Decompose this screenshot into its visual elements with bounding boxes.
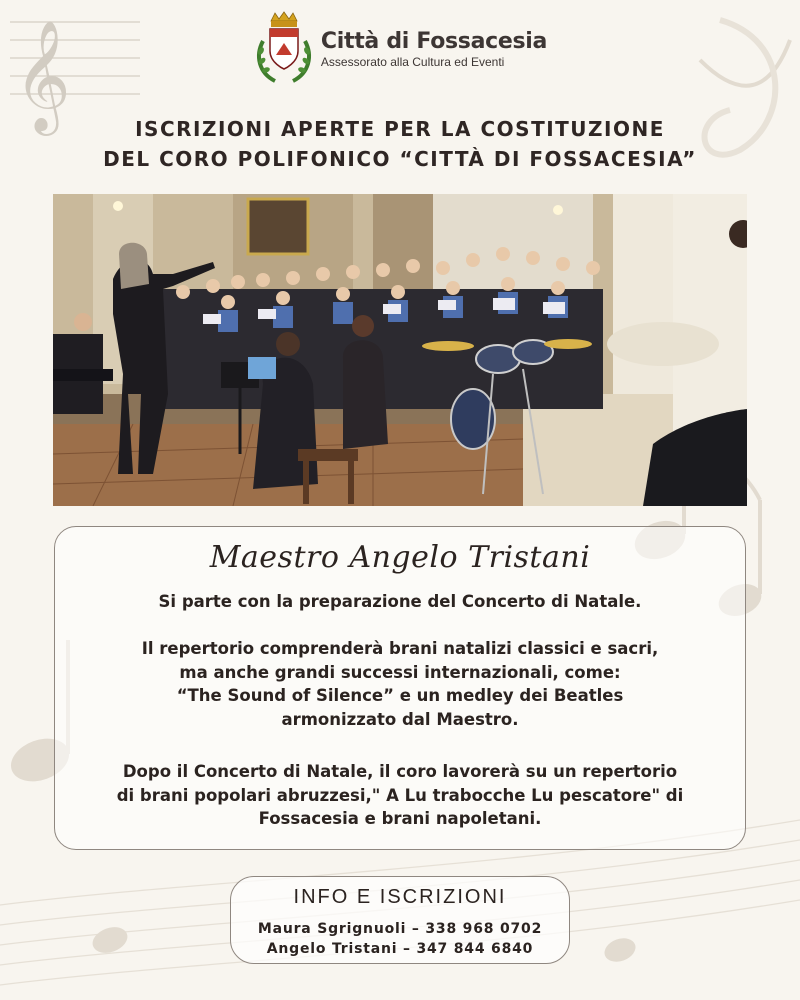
intro-text: Si parte con la preparazione del Concerto di Natale. bbox=[158, 592, 642, 611]
repertoire-paragraph bbox=[60, 637, 740, 731]
after-concert-paragraph bbox=[60, 760, 740, 831]
city-coat-of-arms-icon bbox=[253, 11, 315, 87]
treble-clef-icon: 𝄞 bbox=[14, 19, 71, 131]
after-line: Dopo il Concerto di Natale, il coro lavorerà su un repertorio bbox=[122, 762, 678, 781]
repertoire-line: Il repertorio comprenderà brani natalizi classici e sacri, bbox=[141, 639, 659, 658]
contact-title: INFO E ISCRIZIONI bbox=[293, 886, 507, 908]
after-line: Fossacesia e brani napoletani. bbox=[258, 809, 542, 828]
repertoire-line: “The Sound of Silence” e un medley dei Beatles bbox=[176, 686, 624, 705]
city-name: Città di Fossacesia bbox=[320, 29, 548, 54]
contact-line-maura[interactable]: Maura Sgrignuoli – 338 968 0702 bbox=[257, 921, 543, 937]
title-line-2: DEL CORO POLIFONICO “CITTÀ DI FOSSACESIA” bbox=[103, 147, 697, 171]
title-line-1: ISCRIZIONI APERTE PER LA COSTITUZIONE bbox=[135, 117, 665, 141]
maestro-signature: Maestro Angelo Tristani bbox=[209, 540, 591, 575]
contact-line-angelo[interactable]: Angelo Tristani – 347 844 6840 bbox=[266, 941, 534, 957]
choir-concert-photo bbox=[53, 194, 747, 506]
after-line: di brani popolari abruzzesi," A Lu trabocche Lu pescatore" di bbox=[116, 785, 684, 805]
header bbox=[0, 10, 800, 88]
department-name: Assessorato alla Cultura ed Eventi bbox=[320, 55, 505, 69]
intro-paragraph bbox=[60, 590, 740, 614]
repertoire-line: ma anche grandi successi internazionali, come: bbox=[179, 662, 621, 682]
page-title bbox=[0, 114, 800, 174]
repertoire-line: armonizzato dal Maestro. bbox=[281, 709, 519, 729]
